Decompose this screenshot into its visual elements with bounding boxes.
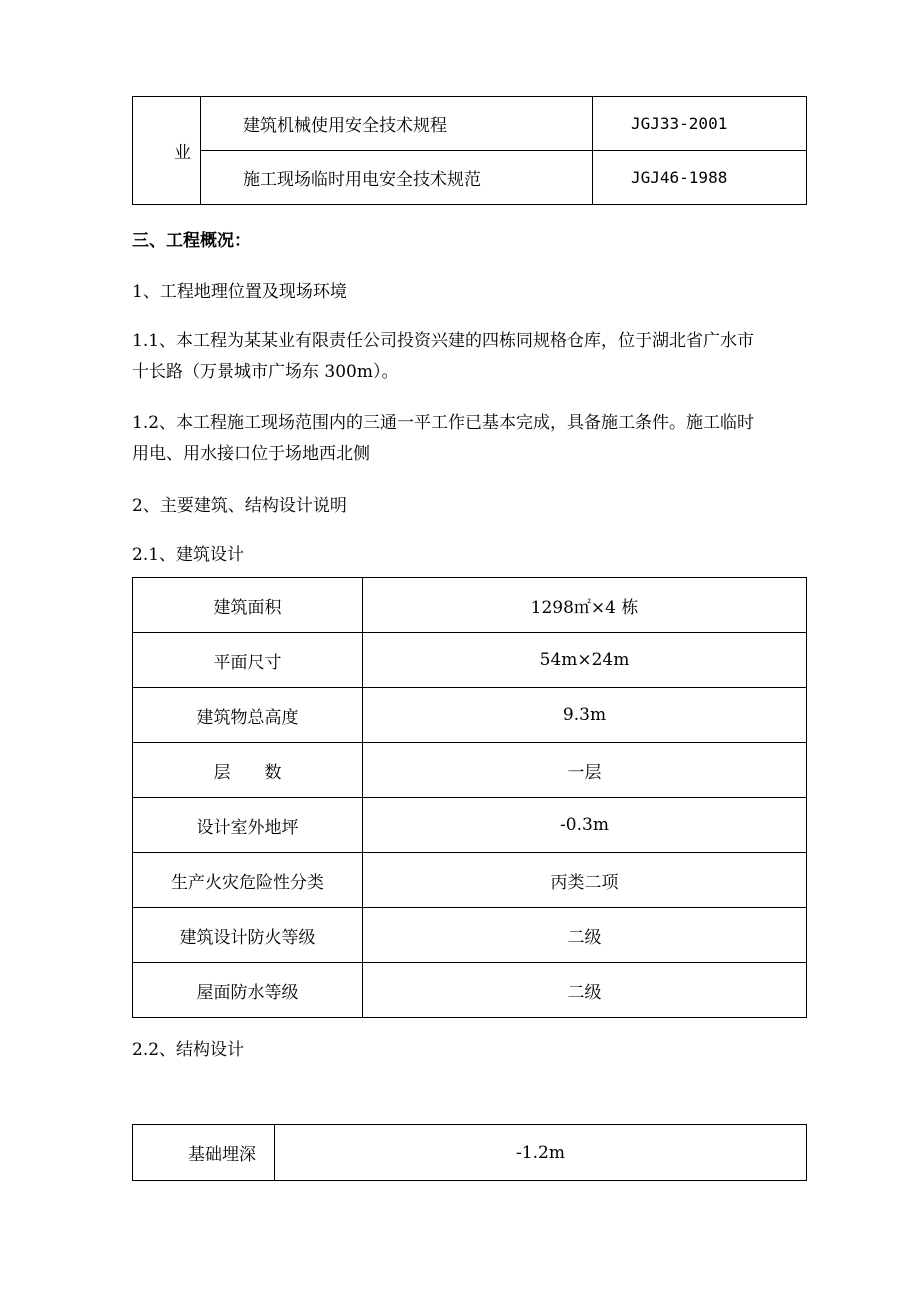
row-value: -0.3m (363, 798, 807, 853)
standard-code: JGJ46-1988 (593, 151, 807, 205)
row-value: 1298㎡×4 栋 (363, 578, 807, 633)
row-value: 二级 (363, 908, 807, 963)
table-row (133, 1125, 807, 1181)
table-row (133, 798, 807, 853)
row-value: 一层 (363, 743, 807, 798)
row-label: 设计室外地坪 (133, 798, 363, 853)
section-heading: 三、工程概况： (132, 231, 251, 251)
standard-code: JGJ33-2001 (593, 97, 807, 151)
row-value: -1.2m (275, 1125, 807, 1181)
row-value: 9.3m (363, 688, 807, 743)
paragraph-line: 用电、用水接口位于场地西北侧 (132, 444, 370, 464)
table-row (133, 151, 807, 205)
row-label: 平面尺寸 (133, 633, 363, 688)
table-row (133, 908, 807, 963)
subsection-title: 2.2、结构设计 (132, 1040, 245, 1060)
row-label: 屋面防水等级 (133, 963, 363, 1018)
standard-name: 施工现场临时用电安全技术规范 (201, 151, 593, 205)
row-label: 建筑物总高度 (133, 688, 363, 743)
subsection-title: 1、工程地理位置及现场环境 (132, 282, 347, 302)
table-row (133, 688, 807, 743)
table-row (133, 97, 807, 151)
row-label: 层 数 (133, 743, 363, 798)
subsection-title: 2、主要建筑、结构设计说明 (132, 496, 347, 516)
row-label: 建筑设计防火等级 (133, 908, 363, 963)
table-row (133, 743, 807, 798)
subsection-title: 2.1、建筑设计 (132, 545, 245, 565)
category-cell: 业 (133, 97, 201, 205)
table-row (133, 853, 807, 908)
structure-table (132, 1124, 807, 1181)
row-value: 二级 (363, 963, 807, 1018)
architecture-table (132, 577, 807, 1018)
paragraph-line: 1.2、本工程施工现场范围内的三通一平工作已基本完成，具备施工条件。施工临时 (132, 413, 755, 433)
row-value: 54m×24m (363, 633, 807, 688)
table-row (133, 633, 807, 688)
table-row (133, 578, 807, 633)
row-value: 丙类二项 (363, 853, 807, 908)
row-label: 生产火灾危险性分类 (133, 853, 363, 908)
paragraph-line: 十长路（万景城市广场东 300m）。 (132, 362, 399, 382)
paragraph-line: 1.1、本工程为某某业有限责任公司投资兴建的四栋同规格仓库，位于湖北省广水市 (132, 331, 755, 351)
standards-table (132, 96, 807, 205)
table-row (133, 963, 807, 1018)
standard-name: 建筑机械使用安全技术规程 (201, 97, 593, 151)
row-label: 基础埋深 (133, 1125, 275, 1181)
row-label: 建筑面积 (133, 578, 363, 633)
